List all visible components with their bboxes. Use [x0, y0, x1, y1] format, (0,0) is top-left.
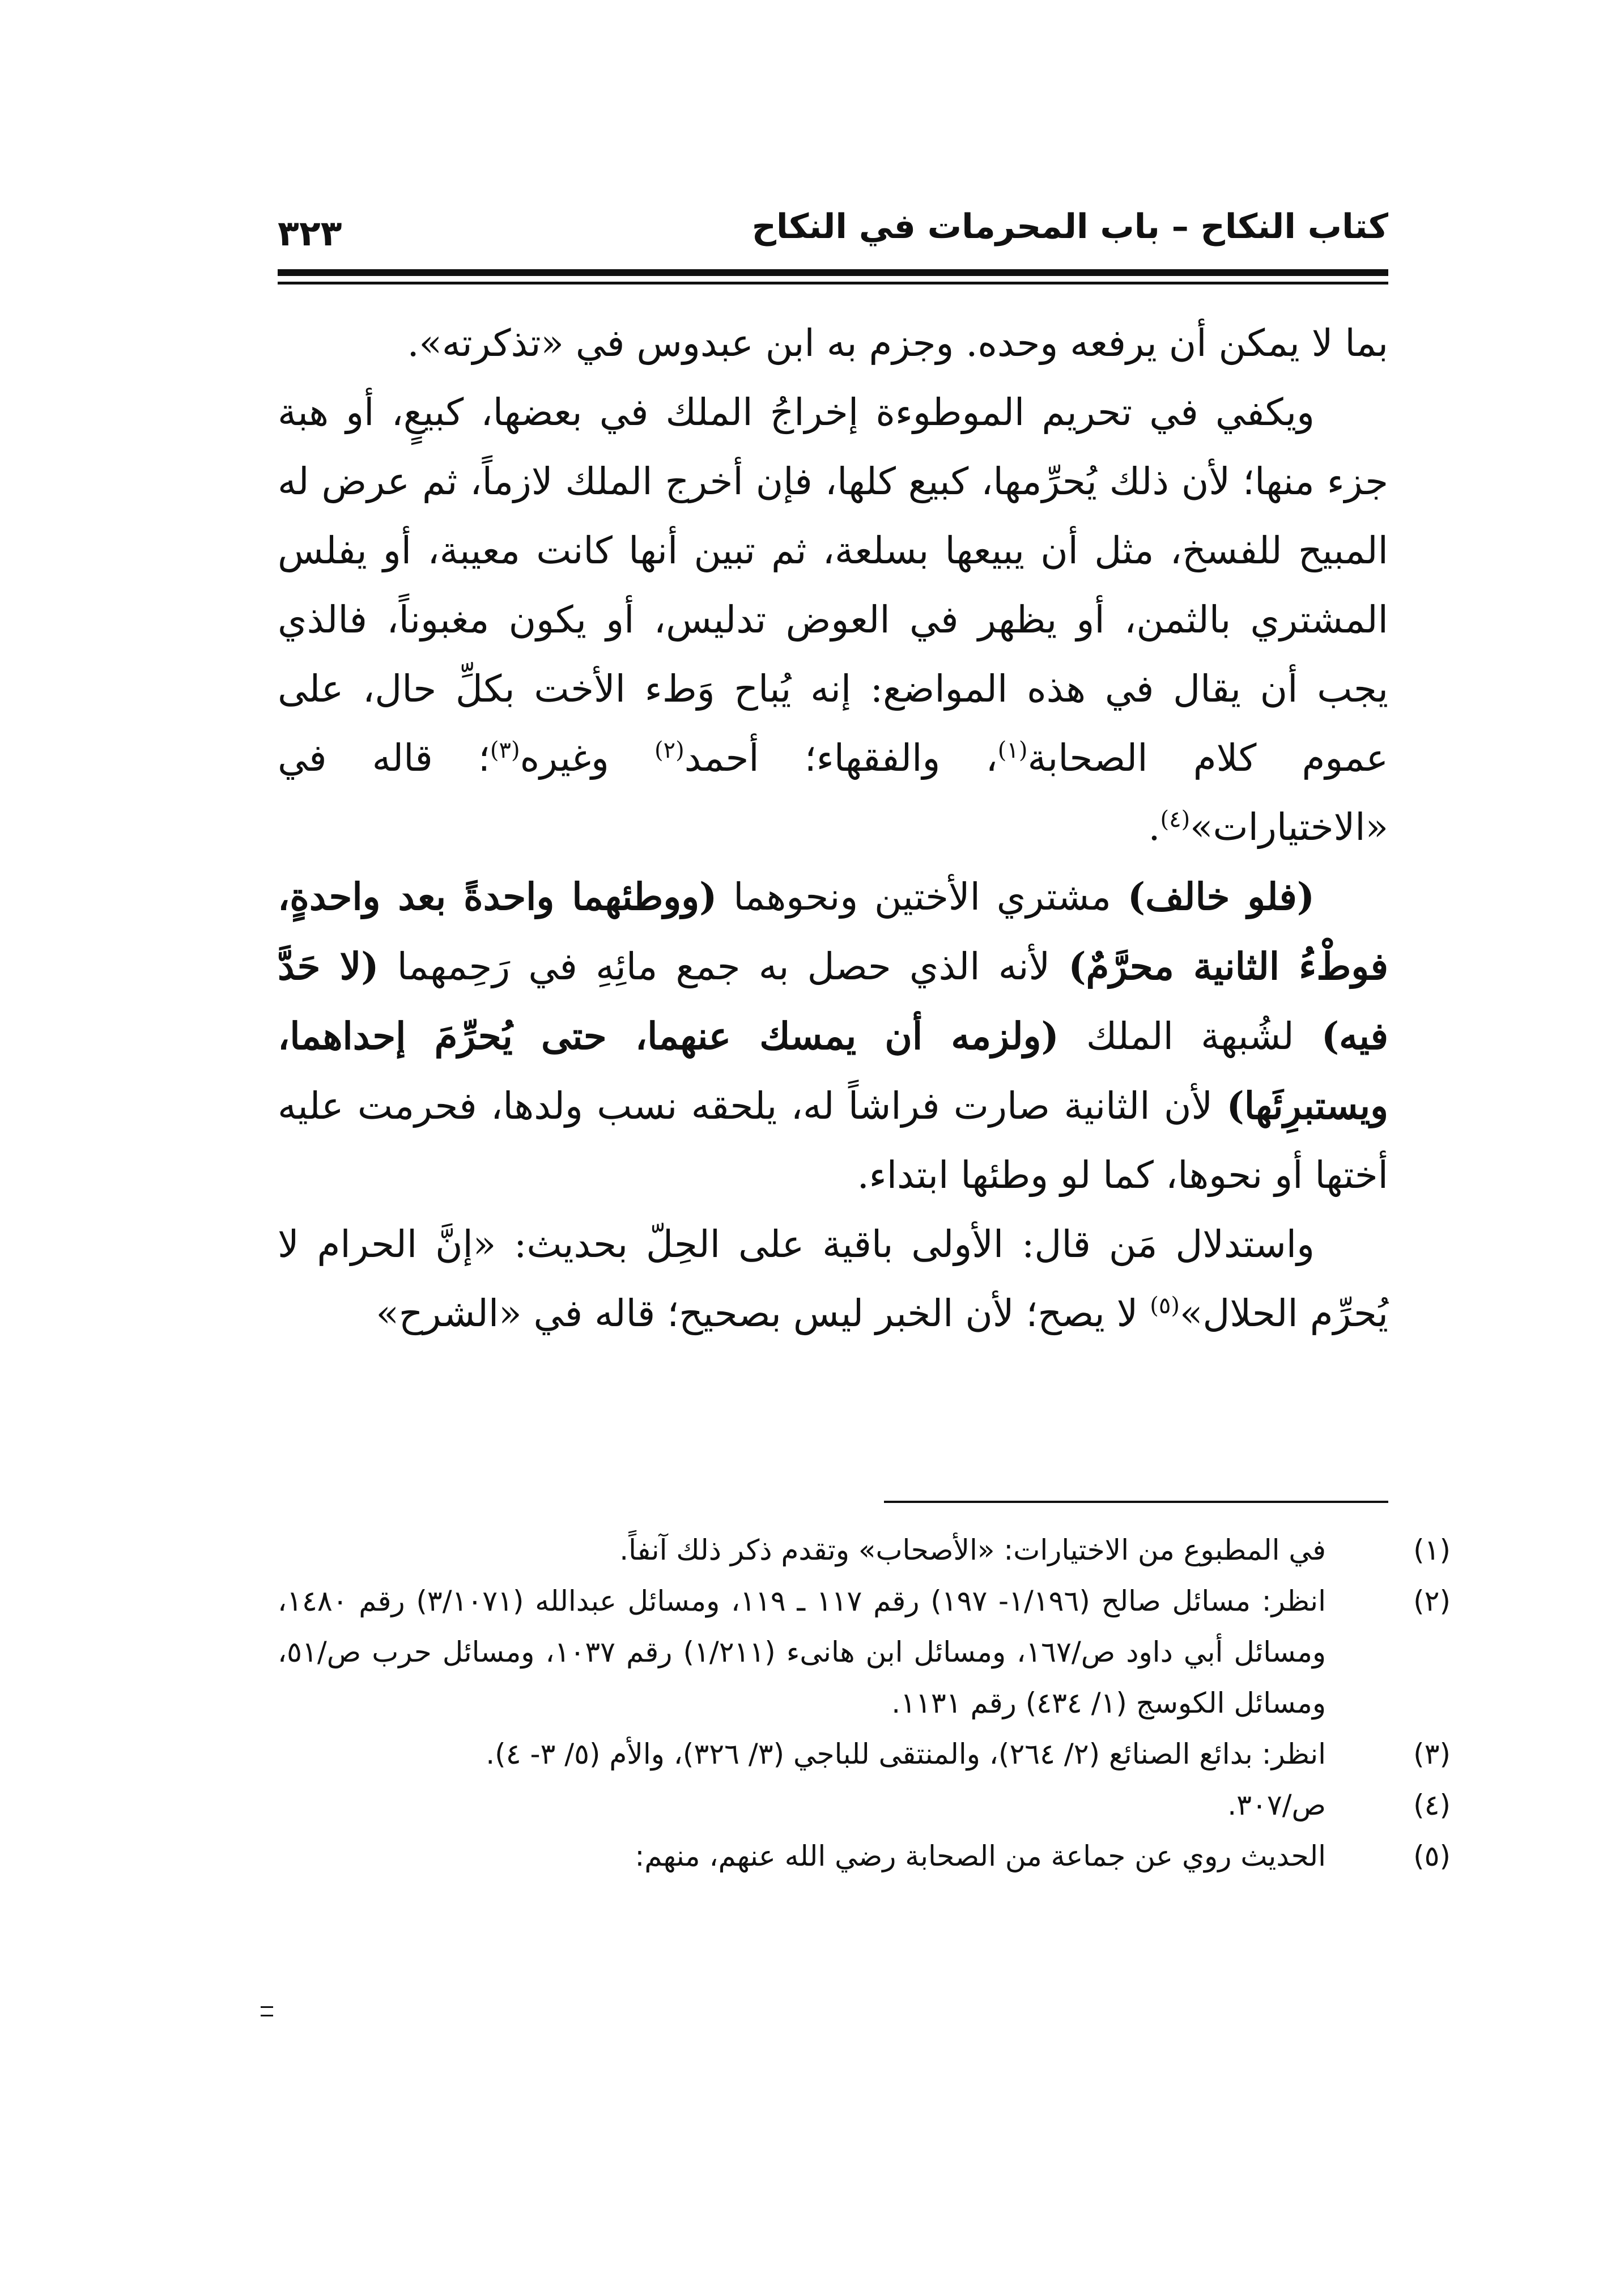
matn-phrase-2: (ووطئهما واحدةً بعد واحدةٍ، فوطْءُ الثانية محرَّمٌ) [278, 874, 1388, 988]
footnote-separator [884, 1501, 1388, 1503]
paragraph-4 [278, 1210, 1388, 1348]
paragraph-2-mid: ، والفقهاء؛ أحمد [684, 736, 998, 780]
header-rule-thick [278, 269, 1388, 276]
matn-phrase-4: (ولزمه أن يمسك عنهما، حتى يُحرِّمَ إحداهما، ويستبرِئَها) [278, 1014, 1388, 1128]
paragraph-2-tail: . [1148, 805, 1160, 849]
footnote-ref-2[interactable]: (٢) [654, 737, 685, 763]
footnote-ref-1[interactable]: (١) [997, 737, 1028, 763]
footnote-ref-5[interactable]: (٥) [1150, 1293, 1180, 1319]
footnote-text: انظر: مسائل صالح (١/١٩٦- ١٩٧) رقم ١١٧ ـ ١١٩، ومسائل عبدالله (٣/١٠٧١) رقم ١٤٨٠، ومسائل أبي داود ص/١٦٧، ومسائل ابن هانىء (١/٢١١) رقم ١٠٣٧، ومسائل حرب ص/٥١، ومسائل الكوسج (١/ ٤٣٤) رقم ١١٣١. [278, 1585, 1327, 1719]
paragraph-3 [278, 862, 1388, 1210]
sharh-phrase-3: لشُبهة الملك [1058, 1014, 1321, 1058]
sharh-phrase-1: مشتري الأختين ونحوهما [717, 875, 1128, 919]
footnote-text: الحديث روي عن جماعة من الصحابة رضي الله عنهم، منهم: [635, 1840, 1326, 1872]
paragraph-4-text: واستدلال مَن قال: الأولى باقية على الحِلّ بحديث: «إنَّ الحرام لا يُحرِّم الحلال» [278, 1222, 1388, 1335]
footnote-number: (١) [1413, 1534, 1451, 1566]
sharh-phrase-2: لأنه الذي حصل به جمع مائِهِ في رَحِمهما [379, 945, 1069, 988]
page-number: ٣٢٣ [278, 213, 342, 254]
page-end-mark [261, 2006, 273, 2016]
footnote-number: (٣) [1413, 1738, 1451, 1770]
footnote-ref-3[interactable]: (٣) [490, 737, 520, 763]
paragraph-2-end: ؛ قاله في «الاختيارات» [278, 736, 1388, 849]
footnote-number: (٤) [1413, 1789, 1451, 1821]
paragraph-2-text: ويكفي في تحريم الموطوءة إخراجُ الملك في بعضها، كبيعٍ، أو هبة جزء منها؛ لأن ذلك يُحرِّمها، كبيع كلها، فإن أخرج الملك لازماً، ثم عرض له المبيح للفسخ، مثل أن يبيعها بسلعة، ثم تبين أنها كانت معيبة، أو يفلس المشتري بالثمن، أو يظهر في العوض تدليس، أو يكون مغبوناً، فالذي يجب أن يقال في هذه المواضع: إنه يُباح وَطء الأخت بكلِّ حال، على عموم كلام الصحابة [278, 390, 1388, 780]
footnote-number: (٢) [1413, 1585, 1451, 1617]
main-text [278, 309, 1388, 1348]
paragraph-1: بما لا يمكن أن يرفعه وحده. وجزم به ابن عبدوس في «تذكرته». [407, 321, 1388, 365]
header-title: كتاب النكاح – باب المحرمات في النكاح [751, 207, 1388, 247]
footnote-text: ص/٣٠٧. [1227, 1789, 1326, 1821]
paragraph-2 [278, 378, 1388, 862]
footnote-3 [278, 1729, 1451, 1780]
footnote-5 [278, 1831, 1451, 1882]
matn-phrase-3: (لا حَدَّ فيه) [278, 944, 1388, 1058]
footnote-4 [278, 1780, 1451, 1831]
paragraph-4-end: لا يصح؛ لأن الخبر ليس بصحيح؛ قاله في «الشرح» [376, 1292, 1150, 1335]
paragraph-2-mid2: وغيره [520, 736, 654, 780]
footnote-number: (٥) [1413, 1840, 1451, 1872]
sharh-phrase-4: لأن الثانية صارت فراشاً له، يلحقه نسب ولدها، فحرمت عليه أختها أو نحوها، كما لو وطئها ابتداء. [278, 1084, 1388, 1197]
footnote-1 [278, 1525, 1451, 1576]
footnote-2 [278, 1576, 1451, 1729]
running-header [278, 201, 1388, 269]
footnotes [278, 1525, 1451, 1882]
footnote-text: في المطبوع من الاختيارات: «الأصحاب» وتقدم ذكر ذلك آنفاً. [619, 1534, 1326, 1566]
header-rule-thin [278, 282, 1388, 284]
footnote-text: انظر: بدائع الصنائع (٢/ ٢٦٤)، والمنتقى للباجي (٣/ ٣٢٦)، والأم (٥/ ٣- ٤). [486, 1738, 1326, 1770]
footnote-ref-4[interactable]: (٤) [1160, 806, 1191, 833]
matn-phrase-1: (فلو خالف) [1127, 874, 1315, 919]
